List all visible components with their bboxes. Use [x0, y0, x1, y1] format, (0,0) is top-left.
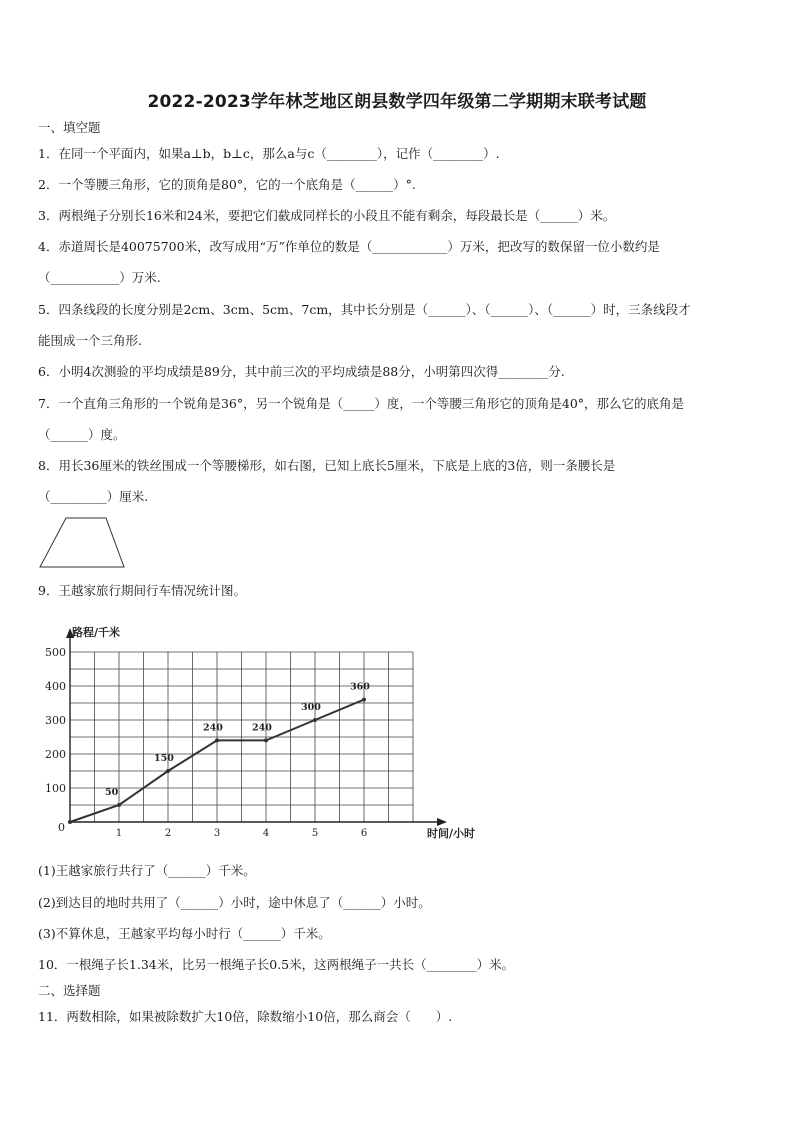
question-8-line-1: 8．用长36厘米的铁丝围成一个等腰梯形，如右图，已知上底长5厘米，下底是上底的3倍，则一条腰长是 [38, 458, 616, 473]
data-label: 240 [203, 722, 223, 734]
data-label: 300 [301, 702, 321, 713]
question-4-line-2: （___________）万米. [38, 270, 161, 285]
question-3: 3．两根绳子分别长16米和24米，要把它们截成同样长的小段且不能有剩余，每段最长是（______）米。 [38, 208, 616, 223]
question-9: 9．王越家旅行期间行车情况统计图。 [38, 583, 246, 598]
question-10: 10．一根绳子长1.34米，比另一根绳子长0.5米，这两根绳子一共长（________）米。 [38, 957, 515, 972]
y-tick-label: 300 [45, 714, 66, 727]
question-9-part-1: (1)王越家旅行共行了（______）千米。 [38, 863, 256, 878]
y-tick-label: 200 [45, 748, 66, 761]
data-point [68, 820, 72, 824]
question-9-part-2: (2)到达目的地时共用了（______）小时，途中休息了（______）小时。 [38, 895, 431, 910]
data-point [117, 803, 121, 807]
x-axis-arrow [437, 818, 447, 826]
question-11: 11．两数相除，如果被除数扩大10倍，除数缩小10倍，那么商会（ ）. [38, 1009, 453, 1024]
y-tick-label: 400 [45, 680, 66, 693]
data-label: 150 [154, 753, 174, 764]
x-tick-label: 3 [213, 828, 221, 839]
page-title: 2022-2023学年林芝地区朗县数学四年级第二学期期末联考试题 [147, 92, 647, 112]
question-4-line-1: 4．赤道周长是40075700米，改写成用“万”作单位的数是（____________）万米，把改写的数保留一位小数约是 [38, 239, 660, 254]
data-label: 50 [105, 787, 119, 798]
question-1: 1．在同一个平面内，如果a⊥b，b⊥c，那么a与c（________），记作（________）. [38, 146, 500, 161]
question-9-part-3: (3)不算休息，王越家平均每小时行（______）千米。 [38, 926, 331, 941]
question-7-line-2: （______）度。 [38, 427, 126, 442]
trapezoid-figure [38, 516, 128, 570]
data-label: 240 [252, 722, 272, 734]
data-point [166, 769, 170, 773]
question-7-line-1: 7．一个直角三角形的一个锐角是36°，另一个锐角是（_____）度，一个等腰三角形它的顶角是40°，那么它的底角是 [38, 396, 685, 411]
data-point [362, 698, 366, 702]
data-point [264, 738, 268, 742]
question-6: 6．小明4次测验的平均成绩是89分，其中前三次的平均成绩是88分，小明第四次得________分. [38, 364, 565, 379]
y-tick-label: 500 [45, 646, 66, 659]
section-heading-multiple-choice: 二、选择题 [38, 983, 101, 998]
x-tick-label: 2 [164, 828, 172, 839]
x-tick-label: 4 [262, 828, 270, 839]
data-point [215, 738, 219, 742]
y-tick-label: 100 [45, 782, 66, 795]
question-2: 2．一个等腰三角形，它的顶角是80°，它的一个底角是（______）°. [38, 177, 416, 192]
y-axis-title: 路程/千米 [72, 626, 121, 639]
question-5-line-2: 能围成一个三角形. [38, 333, 142, 348]
x-tick-label: 1 [115, 828, 123, 839]
origin-label: 0 [58, 821, 65, 834]
x-tick-label: 6 [360, 828, 368, 839]
question-8-line-2: （_________）厘米. [38, 489, 149, 504]
x-tick-label: 5 [311, 828, 319, 839]
data-label: 360 [350, 681, 370, 693]
chart-grid [70, 652, 413, 822]
travel-distance-line-chart [30, 622, 476, 842]
question-5-line-1: 5．四条线段的长度分别是2cm、3cm、5cm、7cm，其中长分别是（______）、（______）、（______）时，三条线段才 [38, 302, 691, 317]
section-heading-fill-in: 一、填空题 [38, 120, 101, 135]
data-point [313, 718, 317, 722]
x-axis-title: 时间/小时 [427, 827, 476, 840]
